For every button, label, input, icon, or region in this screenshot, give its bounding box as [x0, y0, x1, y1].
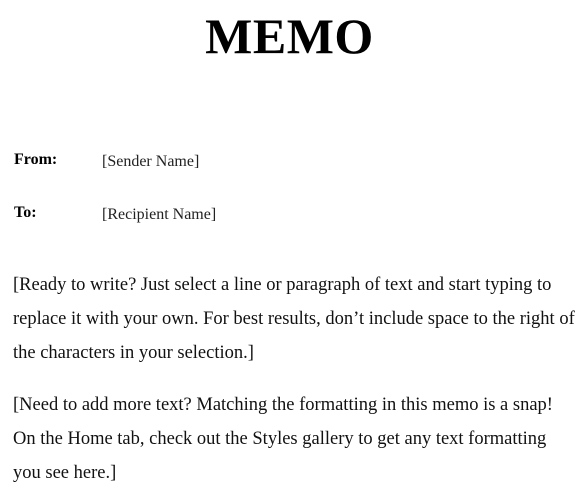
body-paragraph-1[interactable]: [Ready to write? Just select a line or paragraph of text and start typing to replace it with your own. For best results, don’t include space to the right of the characters in your selection.]	[13, 275, 575, 363]
memo-title: MEMO	[205, 8, 374, 64]
body-paragraph-2[interactable]: [Need to add more text? Matching the formatting in this memo is a snap! On the Home tab, check out the Styles gallery to get any text formatting you see here.]	[13, 395, 553, 483]
to-label: To:	[14, 204, 37, 221]
from-field	[14, 150, 564, 174]
sender-name-placeholder[interactable]: [Sender Name]	[102, 153, 200, 170]
to-field	[14, 203, 564, 227]
recipient-name-placeholder[interactable]: [Recipient Name]	[102, 206, 217, 223]
from-label: From:	[14, 151, 58, 168]
